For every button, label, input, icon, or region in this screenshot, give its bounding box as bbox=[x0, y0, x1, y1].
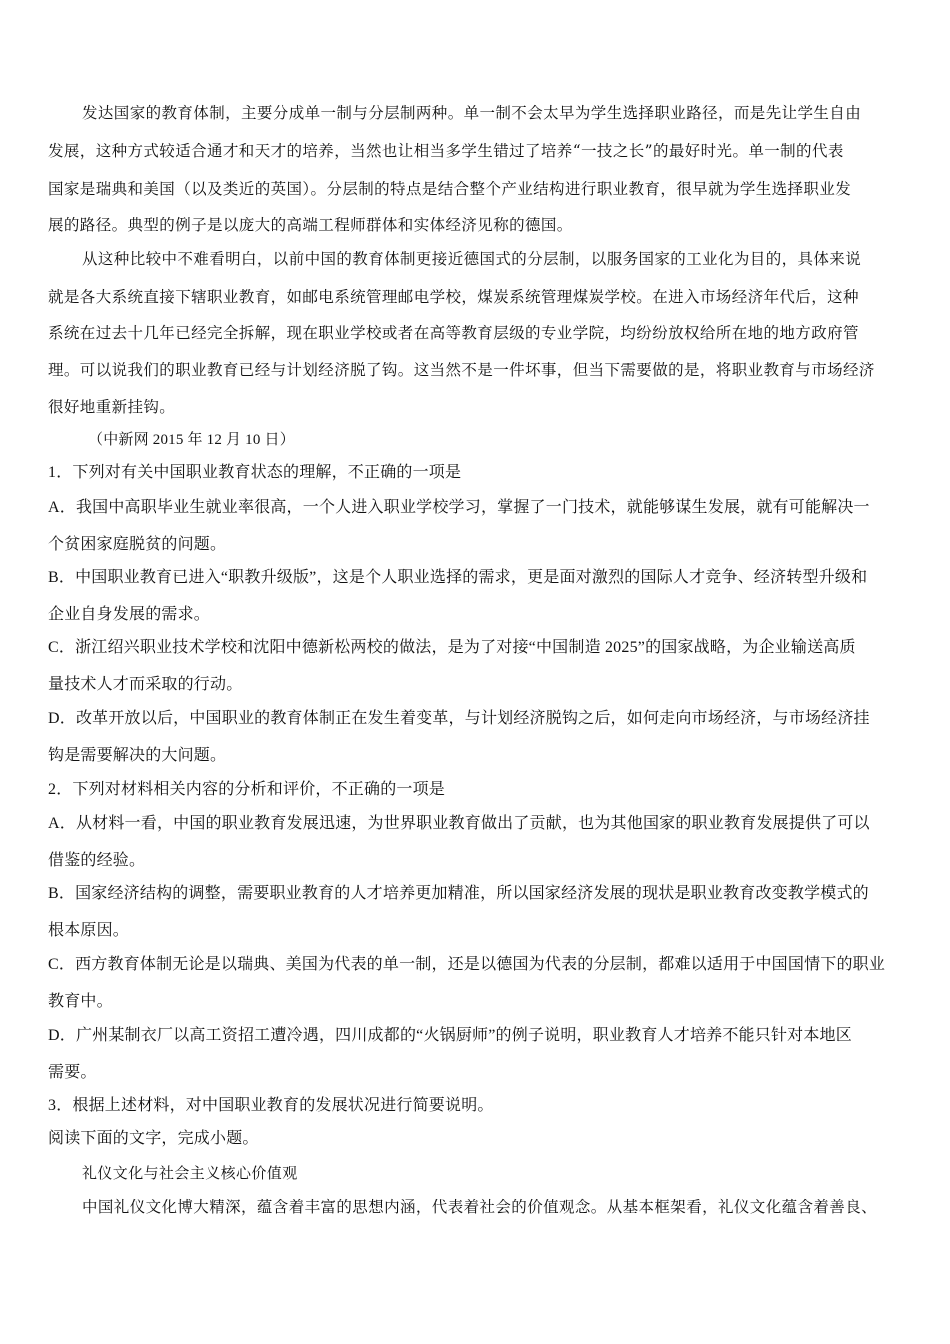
question-2-option-d: D．广州某制衣厂以高工资招工遭冷遇，四川成都的“火锅厨师”的例子说明，职业教育人才培养不能只针对本地区 bbox=[48, 1027, 852, 1044]
question-2-option-d-cont: 需要。 bbox=[48, 1064, 97, 1081]
question-3-stem: 3．根据上述材料，对中国职业教育的发展状况进行简要说明。 bbox=[48, 1097, 494, 1114]
question-1-option-a-cont: 个贫困家庭脱贫的问题。 bbox=[48, 536, 227, 553]
next-passage-title: 礼仪文化与社会主义核心价值观 bbox=[82, 1164, 298, 1182]
question-1-option-d: D．改革开放以后，中国职业的教育体制正在发生着变革，与计划经济脱钩之后，如何走向市场经济，与市场经济挂 bbox=[48, 710, 870, 727]
question-1-stem: 1．下列对有关中国职业教育状态的理解，不正确的一项是 bbox=[48, 464, 462, 481]
question-1-option-c: C．浙江绍兴职业技术学校和沈阳中德新松两校的做法，是为了对接“中国制造 2025”的国家战略，为企业输送高质 bbox=[48, 639, 856, 656]
question-2-option-a: A．从材料一看，中国的职业教育发展迅速，为世界职业教育做出了贡献，也为其他国家的职业教育发展提供了可以 bbox=[48, 815, 870, 832]
passage-p2-line: 就是各大系统直接下辖职业教育，如邮电系统管理邮电学校，煤炭系统管理煤炭学校。在进入市场经济年代后，这种 bbox=[48, 288, 859, 306]
question-1-option-c-cont: 量技术人才而采取的行动。 bbox=[48, 676, 243, 693]
reading-instruction: 阅读下面的文字，完成小题。 bbox=[48, 1130, 259, 1147]
question-2-option-c: C．西方教育体制无论是以瑞典、美国为代表的单一制，还是以德国为代表的分层制，都难以适用于中国国情下的职业 bbox=[48, 956, 886, 973]
question-2-stem: 2．下列对材料相关内容的分析和评价，不正确的一项是 bbox=[48, 781, 446, 798]
question-2-option-c-cont: 教育中。 bbox=[48, 993, 113, 1010]
passage-p2-line: 很好地重新挂钩。 bbox=[48, 398, 176, 416]
question-1-option-a: A．我国中高职毕业生就业率很高，一个人进入职业学校学习，掌握了一门技术，就能够谋生发展，就有可能解决一 bbox=[48, 499, 870, 516]
passage-p1-line: 发达国家的教育体制，主要分成单一制与分层制两种。单一制不会太早为学生选择职业路径，而是先让学生自由 bbox=[82, 104, 862, 122]
question-1-option-d-cont: 钩是需要解决的大问题。 bbox=[48, 747, 227, 764]
question-2-option-b-cont: 根本原因。 bbox=[48, 922, 130, 939]
passage-source: （中新网 2015 年 12 月 10 日） bbox=[88, 432, 295, 448]
passage-p2-line: 从这种比较中不难看明白，以前中国的教育体制更接近德国式的分层制，以服务国家的工业化为目的，具体来说 bbox=[82, 250, 862, 268]
question-2-option-a-cont: 借鉴的经验。 bbox=[48, 852, 146, 869]
question-2-option-b: B．国家经济结构的调整，需要职业教育的人才培养更加精准，所以国家经济发展的现状是职业教育改变教学模式的 bbox=[48, 885, 869, 902]
passage-p1-line: 展的路径。典型的例子是以庞大的高端工程师群体和实体经济见称的德国。 bbox=[48, 216, 573, 234]
passage-p2-line: 系统在过去十几年已经完全拆解，现在职业学校或者在高等教育层级的专业学院，均纷纷放权给所在地的地方政府管 bbox=[48, 324, 859, 342]
passage-p1-line: 国家是瑞典和美国（以及类近的英国）。分层制的特点是结合整个产业结构进行职业教育，很早就为学生选择职业发 bbox=[48, 180, 852, 198]
passage-p2-line: 理。可以说我们的职业教育已经与计划经济脱了钩。这当然不是一件坏事，但当下需要做的是，将职业教育与市场经济 bbox=[48, 361, 875, 379]
next-passage-p1-line: 中国礼仪文化博大精深，蕴含着丰富的思想内涵，代表着社会的价值观念。从基本框架看，礼仪文化蕴含着善良、 bbox=[82, 1198, 878, 1216]
passage-p1-line: 发展，这种方式较适合通才和天才的培养，当然也让相当多学生错过了培养“一技之长”的最好时光。单一制的代表 bbox=[48, 142, 844, 160]
question-1-option-b-cont: 企业自身发展的需求。 bbox=[48, 606, 211, 623]
question-1-option-b: B．中国职业教育已进入“职教升级版”，这是个人职业选择的需求，更是面对激烈的国际人才竞争、经济转型升级和 bbox=[48, 569, 868, 586]
